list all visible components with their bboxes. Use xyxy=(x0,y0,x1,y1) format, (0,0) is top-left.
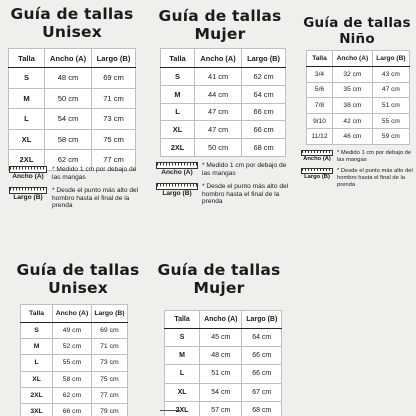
length-cell: 66 cm xyxy=(242,121,286,139)
width-cell: 44 cm xyxy=(195,85,242,103)
length-cell: 68 cm xyxy=(242,139,286,157)
length-cell: 64 cm xyxy=(242,85,286,103)
header-width: Ancho (A) xyxy=(200,311,242,329)
ruler-length-label: Largo (B) xyxy=(13,194,43,202)
length-cell: 75 cm xyxy=(91,371,127,387)
header-width: Ancho (A) xyxy=(45,49,92,68)
length-cell: 69 cm xyxy=(91,323,127,339)
size-guide-women-top xyxy=(154,8,286,44)
length-note: * Desde el punto más alto del hombro hasta el final de la prenda xyxy=(52,187,139,210)
size-cell: S xyxy=(21,323,53,339)
header-size: Talla xyxy=(307,51,333,67)
header-size: Talla xyxy=(165,311,200,329)
length-cell: 77 cm xyxy=(91,387,127,403)
size-cell: 2XL xyxy=(21,387,53,403)
width-cell: 55 cm xyxy=(53,355,92,371)
size-cell: 9/10 xyxy=(307,113,333,129)
size-cell: L xyxy=(165,365,200,383)
size-cell: 11/12 xyxy=(307,129,333,145)
length-cell: 66 cm xyxy=(242,365,282,383)
width-cell: 48 cm xyxy=(200,347,242,365)
guide-title xyxy=(8,6,136,42)
length-cell: 75 cm xyxy=(92,129,136,150)
length-cell: 64 cm xyxy=(242,329,282,347)
length-cell: 67 cm xyxy=(242,383,282,401)
size-table xyxy=(20,304,128,416)
guide-title xyxy=(154,8,286,44)
width-cell: 47 cm xyxy=(195,121,242,139)
header-size: Talla xyxy=(9,49,45,68)
size-cell: L xyxy=(21,355,53,371)
divider xyxy=(160,410,180,416)
size-guide-women-bottom xyxy=(154,262,284,298)
guide-title xyxy=(14,262,142,298)
width-cell: 49 cm xyxy=(53,323,92,339)
size-cell: M xyxy=(165,347,200,365)
size-table xyxy=(160,48,286,157)
size-guide-unisex-bottom xyxy=(14,262,142,298)
ruler-length-label: Largo (B) xyxy=(162,190,192,198)
size-cell: M xyxy=(21,339,53,355)
length-cell: 47 cm xyxy=(372,82,409,98)
header-length: Largo (B) xyxy=(92,49,136,68)
size-cell: M xyxy=(161,85,195,103)
size-cell: 2XL xyxy=(9,150,45,171)
size-cell: M xyxy=(9,88,45,109)
length-cell: 71 cm xyxy=(91,339,127,355)
length-cell: 73 cm xyxy=(91,355,127,371)
width-cell: 54 cm xyxy=(200,383,242,401)
size-guide-unisex-top xyxy=(8,6,136,42)
width-cell: 62 cm xyxy=(45,150,92,171)
width-cell: 32 cm xyxy=(333,67,373,83)
width-cell: 48 cm xyxy=(45,68,92,89)
ruler-width-label: Ancho (A) xyxy=(303,156,331,162)
length-cell: 55 cm xyxy=(372,113,409,129)
width-note: * Medido 1 cm por debajo de las mangas xyxy=(52,166,137,181)
ruler-icon xyxy=(9,166,47,173)
size-cell: S xyxy=(9,68,45,89)
width-cell: 62 cm xyxy=(53,387,92,403)
guide-title-line2: Niño xyxy=(339,30,375,47)
size-cell: XL xyxy=(161,121,195,139)
header-length: Largo (B) xyxy=(242,49,286,68)
length-note: * Desde el punto más alto del hombro hasta el final de la prenda xyxy=(202,183,289,206)
size-cell: XL xyxy=(165,383,200,401)
size-table xyxy=(306,50,410,145)
width-cell: 50 cm xyxy=(195,139,242,157)
size-cell: 3/4 xyxy=(307,67,333,83)
size-cell: S xyxy=(165,329,200,347)
length-cell: 62 cm xyxy=(242,68,286,86)
measurement-notes xyxy=(155,162,295,206)
size-cell: 2XL xyxy=(161,139,195,157)
width-cell: 35 cm xyxy=(333,82,373,98)
size-table xyxy=(8,48,136,171)
length-cell: 51 cm xyxy=(372,98,409,114)
guide-title-line1: Guía de tallas xyxy=(16,261,140,279)
guide-title-line2: Unisex xyxy=(48,278,108,297)
guide-title-line1: Guía de tallas xyxy=(303,15,411,31)
width-cell: 57 cm xyxy=(200,401,242,416)
length-cell: 79 cm xyxy=(91,403,127,416)
size-cell: XL xyxy=(9,129,45,150)
ruler-icon xyxy=(156,183,198,190)
size-cell: 3XL xyxy=(21,403,53,416)
size-cell: L xyxy=(9,109,45,130)
length-cell: 69 cm xyxy=(92,68,136,89)
ruler-length-label: Largo (B) xyxy=(304,174,330,181)
width-cell: 58 cm xyxy=(53,371,92,387)
length-cell: 43 cm xyxy=(372,67,409,83)
measurement-notes xyxy=(300,150,414,188)
ruler-icon xyxy=(9,187,47,194)
width-cell: 42 cm xyxy=(333,113,373,129)
width-note: * Medido 1 cm por debajo de las mangas xyxy=(337,150,412,163)
width-cell: 46 cm xyxy=(333,129,373,145)
header-length: Largo (B) xyxy=(372,51,409,67)
length-cell: 66 cm xyxy=(242,103,286,121)
header-width: Ancho (A) xyxy=(195,49,242,68)
length-cell: 73 cm xyxy=(92,109,136,130)
width-note: * Medido 1 cm por debajo de las mangas xyxy=(202,162,287,177)
size-table xyxy=(164,310,282,416)
width-cell: 66 cm xyxy=(53,403,92,416)
ruler-icon xyxy=(156,162,198,169)
size-cell: XL xyxy=(21,371,53,387)
width-cell: 38 cm xyxy=(333,98,373,114)
size-cell: S xyxy=(161,68,195,86)
header-width: Ancho (A) xyxy=(333,51,373,67)
ruler-width-label: Ancho (A) xyxy=(12,173,44,180)
length-cell: 71 cm xyxy=(92,88,136,109)
header-size: Talla xyxy=(21,305,53,323)
guide-title-line2: Mujer xyxy=(193,278,245,297)
guide-title xyxy=(302,16,412,47)
width-cell: 51 cm xyxy=(200,365,242,383)
size-cell: L xyxy=(161,103,195,121)
guide-title-line1: Guía de tallas xyxy=(157,261,281,279)
header-length: Largo (B) xyxy=(242,311,282,329)
size-guide-kids-top xyxy=(302,16,412,47)
guide-title-line1: Guía de tallas xyxy=(158,7,282,25)
measurement-notes xyxy=(8,166,143,210)
width-cell: 58 cm xyxy=(45,129,92,150)
length-cell: 66 cm xyxy=(242,347,282,365)
width-cell: 52 cm xyxy=(53,339,92,355)
header-width: Ancho (A) xyxy=(53,305,92,323)
header-size: Talla xyxy=(161,49,195,68)
width-cell: 50 cm xyxy=(45,88,92,109)
guide-title-line2: Mujer xyxy=(194,24,246,43)
width-cell: 45 cm xyxy=(200,329,242,347)
length-cell: 68 cm xyxy=(242,401,282,416)
width-cell: 41 cm xyxy=(195,68,242,86)
ruler-width-label: Ancho (A) xyxy=(161,169,193,176)
width-cell: 47 cm xyxy=(195,103,242,121)
guide-title-line2: Unisex xyxy=(42,22,102,41)
width-cell: 54 cm xyxy=(45,109,92,130)
guide-title xyxy=(154,262,284,298)
guide-title-line1: Guía de tallas xyxy=(10,5,134,23)
size-cell: 2XL xyxy=(165,401,200,416)
size-cell: 7/8 xyxy=(307,98,333,114)
size-cell: 5/6 xyxy=(307,82,333,98)
length-cell: 77 cm xyxy=(92,150,136,171)
header-length: Largo (B) xyxy=(91,305,127,323)
length-cell: 59 cm xyxy=(372,129,409,145)
length-note: * Desde el punto más alto del hombro hasta el final de la prenda xyxy=(337,168,413,188)
